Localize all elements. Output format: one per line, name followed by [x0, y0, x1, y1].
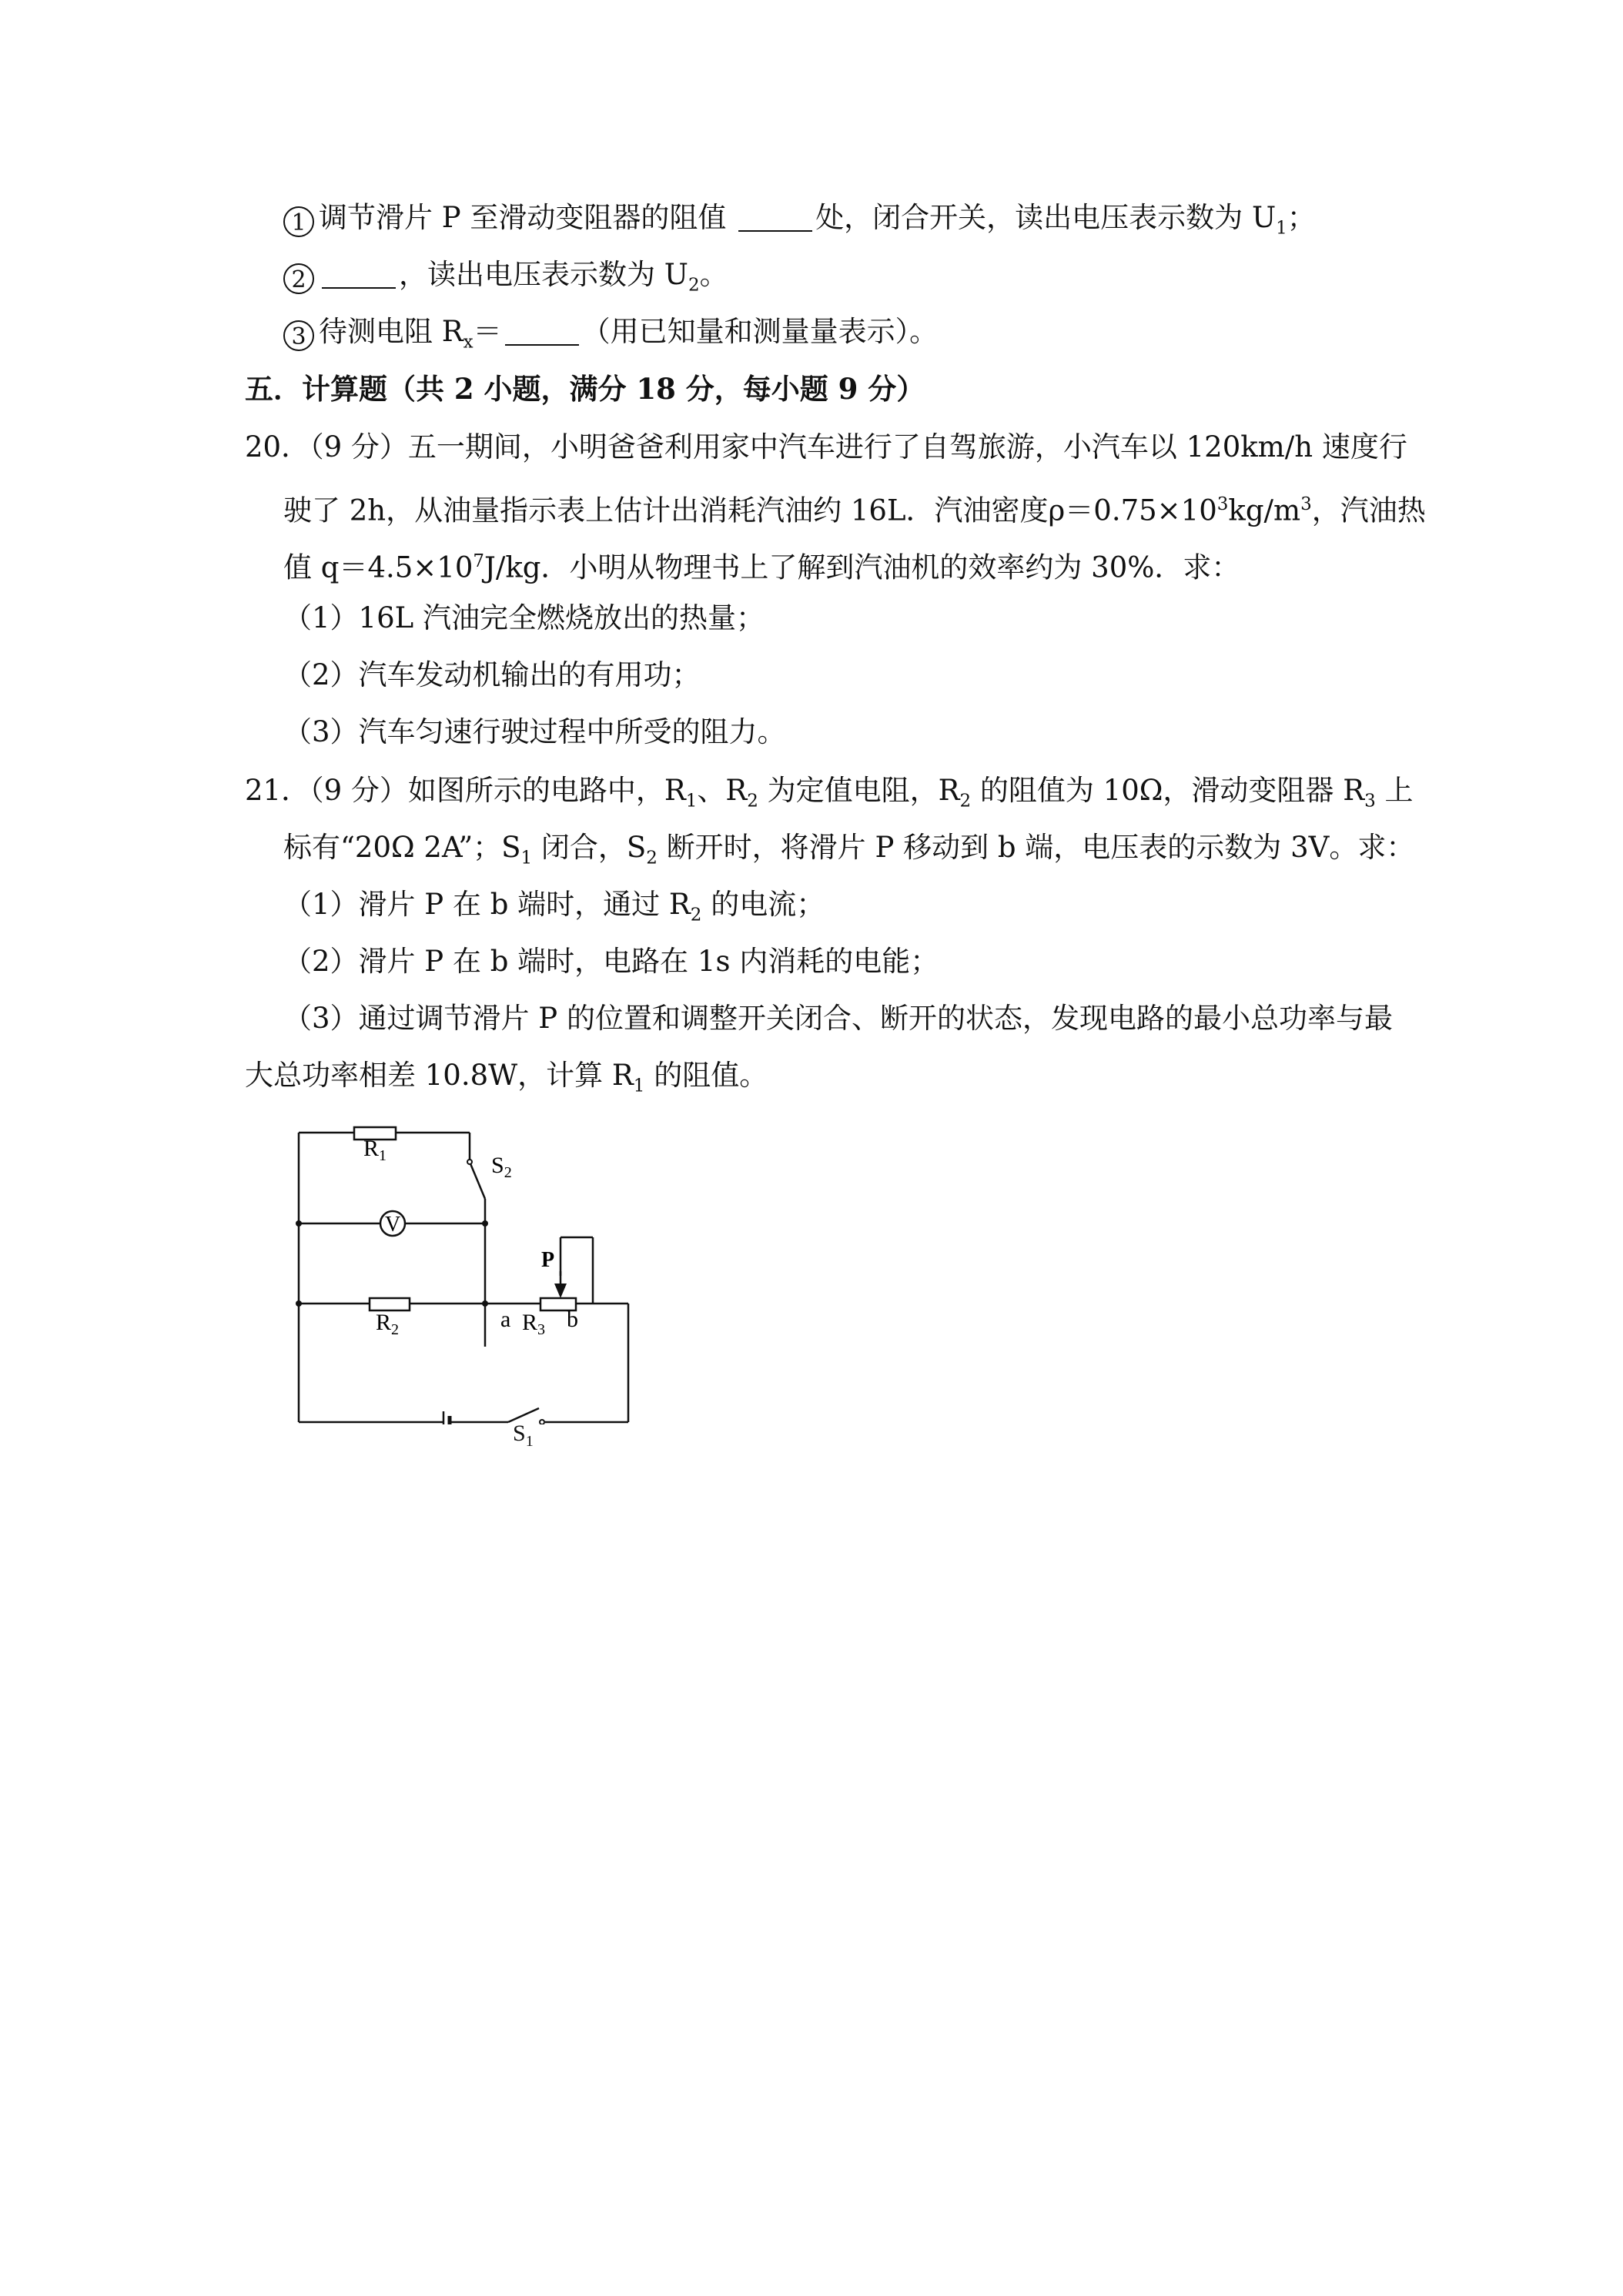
label-voltmeter: V: [385, 1213, 401, 1237]
label-r3: $R_3$: [522, 1310, 546, 1338]
q20-line-3: 值 $q=4.5\times 10^7J/kg$．小明从物理书上了解到汽油机的效率约为 30%．求：: [283, 551, 1240, 584]
answer-blank: [322, 258, 396, 289]
circuit-diagram: [285, 1113, 647, 1424]
q20-line-2: 驶了 2h，从油量指示表上估计出消耗汽油约 16L．汽油密度$\rho=0.75\times 10^3kg/m^3$，汽油热: [283, 494, 1426, 527]
q21-line-2: 标有“20Ω 2A”；$S_1$ 闭合，$S_2$ 断开时，将滑片 P 移动到 b 端，电压表的示数为 3V。求：: [283, 831, 1415, 869]
q20-sub-3: （3）汽车匀速行驶过程中所受的阻力。: [283, 715, 786, 748]
q21-sub-1: （1）滑片 P 在 b 端时，通过 $R_2$ 的电流；: [283, 888, 825, 925]
circled-number-1: 1: [283, 206, 314, 237]
step-3: 3 待测电阻 $R_x=$ （用已知量和测量量表示）。: [283, 313, 938, 361]
step-1: 1 调节滑片 P 至滑动变阻器的阻值 处，闭合开关，读出电压表示数为 $U_1$；: [283, 199, 1316, 247]
label-a: a: [500, 1307, 511, 1332]
q21-line-1: 21．（9 分）如图所示的电路中，$R_1$、$R_2$ 为定值电阻，$R_2$ 的阻值为 10Ω，滑动变阻器 $R_3$ 上: [245, 774, 1414, 812]
circled-number-2: 2: [283, 263, 314, 294]
label-r2: $R_2$: [376, 1310, 400, 1338]
answer-blank: [738, 201, 812, 232]
circled-number-3: 3: [283, 320, 314, 351]
step-2: 2 ，读出电压表示数为 $U_2$。: [283, 256, 728, 304]
label-r1: $R_1$: [363, 1136, 387, 1164]
resistor-r2: [370, 1298, 410, 1310]
section-heading: 五．计算题（共 2 小题，满分 18 分，每小题 9 分）: [245, 372, 925, 406]
q20-sub-2: （2）汽车发动机输出的有用功；: [283, 658, 701, 691]
q21-sub-3-cont: 大总功率相差 10.8W，计算 $R_1$ 的阻值。: [245, 1059, 768, 1096]
label-p: P: [541, 1248, 555, 1272]
label-s2: $S_2$: [491, 1153, 512, 1181]
answer-blank: [505, 315, 579, 346]
q21-sub-2: （2）滑片 P 在 b 端时，电路在 1s 内消耗的电能；: [283, 945, 939, 978]
label-s1: $S_1$: [513, 1421, 534, 1450]
q20-sub-1: （1）16L 汽油完全燃烧放出的热量；: [283, 601, 765, 634]
q20-line-1: 20．（9 分）五一期间，小明爸爸利用家中汽车进行了自驾旅游，小汽车以 120km/h 速度行: [245, 430, 1407, 464]
q21-sub-3: （3）通过调节滑片 P 的位置和调整开关闭合、断开的状态，发现电路的最小总功率与最: [283, 1002, 1393, 1035]
label-b: b: [567, 1307, 578, 1332]
switch-s2: [470, 1162, 485, 1199]
